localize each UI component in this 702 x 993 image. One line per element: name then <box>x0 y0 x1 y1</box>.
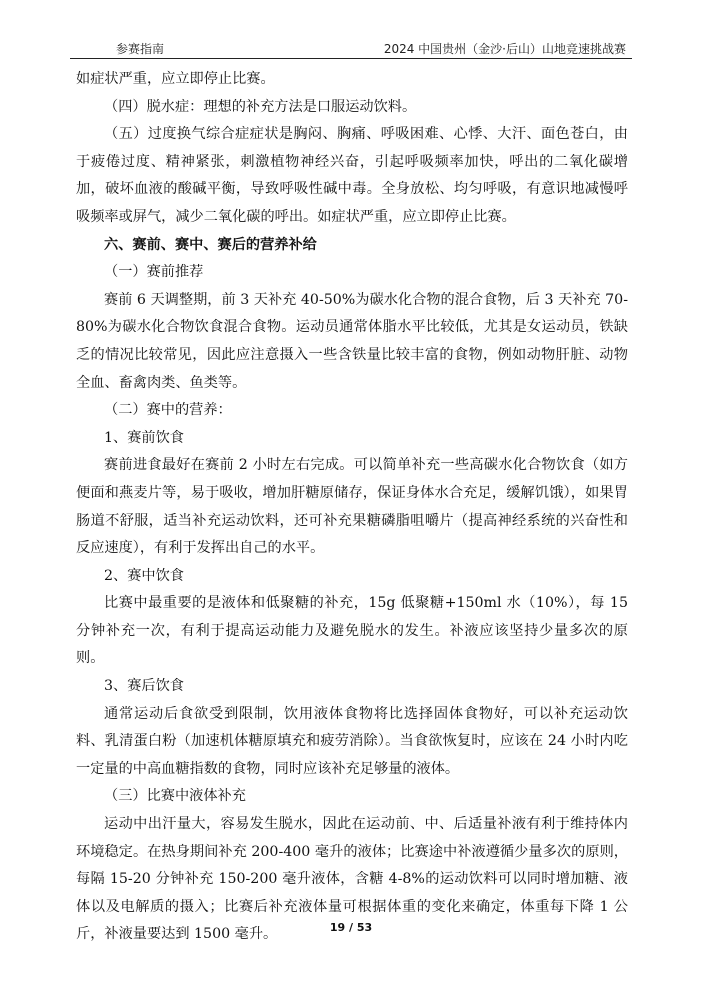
header-guide-title: 参赛指南 <box>116 42 165 56</box>
subheading-during-race: （二）赛中的营养： <box>104 402 232 419</box>
page-header <box>70 36 632 59</box>
paragraph-pre-meal: 赛前进食最好在赛前 2 小时左右完成。可以简单补充一些高碳水化合物饮食（如方便面和燕麦片等，易于吸收，增加肝糖原储存，保证身体水合充足，缓解饥饿），如果胃肠道不舒服，适当补充运动饮料，还可补充果糖磷脂咀嚼片（提高神经系统的兴奋性和反应速度），有利于发挥出自己的水平。 <box>76 457 628 557</box>
document-body <box>76 66 628 949</box>
paragraph-continuation: 如症状严重，应立即停止比赛。 <box>76 71 275 87</box>
item-heading-in-race-meal: 2、赛中饮食 <box>104 567 184 584</box>
paragraph-fluid: 运动中出汗量大，容易发生脱水，因此在运动前、中、后适量补液有利于维持体内环境稳定。在热身期间补充 200-400 毫升的液体；比赛途中补液遵循少量多次的原则，每隔 15-20 分钟补充 150-200 毫升液体，含糖 4-8%的运动饮料可以同时增加糖、液体以及电解质的摄入；比赛后补充液体量可根据体重的变化来确定，体重每下降 1 公斤，补液量要达到 1500 毫升。 <box>76 816 628 943</box>
page-number: 19 / 53 <box>329 921 373 934</box>
paragraph-post-meal: 通常运动后食欲受到限制，饮用液体食物将比选择固体食物好，可以补充运动饮料、乳清蛋白粉（加速机体糖原填充和疲劳消除）。当食欲恢复时，应该在 24 小时内吃一定量的中高血糖指数的食物，同时应该补充足够量的液体。 <box>76 705 628 777</box>
paragraph-dehydration: （四）脱水症：理想的补充方法是口服运动饮料。 <box>104 98 417 115</box>
paragraph-in-race-meal: 比赛中最重要的是液体和低聚糖的补充，15g 低聚糖+150ml 水（10%），每 15 分钟补充一次，有利于提高运动能力及避免脱水的发生。补液应该坚持少量多次的原则。 <box>76 595 628 667</box>
subheading-pre-race: （一）赛前推荐 <box>104 264 204 281</box>
header-event-title: 2024 中国贵州（金沙·后山）山地竞速挑战赛 <box>383 42 626 56</box>
item-heading-post-meal: 3、赛后饮食 <box>104 678 184 695</box>
paragraph-pre-race: 赛前 6 天调整期，前 3 天补充 40-50%为碳水化合物的混合食物，后 3 天补充 70-80%为碳水化合物饮食混合食物。运动员通常体脂水平比较低，尤其是女运动员，铁缺乏的情况比较常见，因此应注意摄入一些含铁量比较丰富的食物，例如动物肝脏、动物全血、畜禽肉类、鱼类等。 <box>76 291 628 391</box>
subheading-fluid: （三）比赛中液体补充 <box>104 788 246 805</box>
item-heading-pre-meal: 1、赛前饮食 <box>104 429 184 446</box>
paragraph-hyperventilation: （五）过度换气综合症症状是胸闷、胸痛、呼吸困难、心悸、大汗、面色苍白，由于疲倦过度、精神紧张，刺激植物神经兴奋，引起呼吸频率加快，呼出的二氧化碳增加，破坏血液的酸碱平衡，导致呼吸性碱中毒。全身放松、均匀呼吸，有意识地减慢呼吸频率或屏气，减少二氧化碳的呼出。如症状严重，应立即停止比赛。 <box>76 126 628 225</box>
section-heading-nutrition: 六、赛前、赛中、赛后的营养补给 <box>104 236 317 253</box>
